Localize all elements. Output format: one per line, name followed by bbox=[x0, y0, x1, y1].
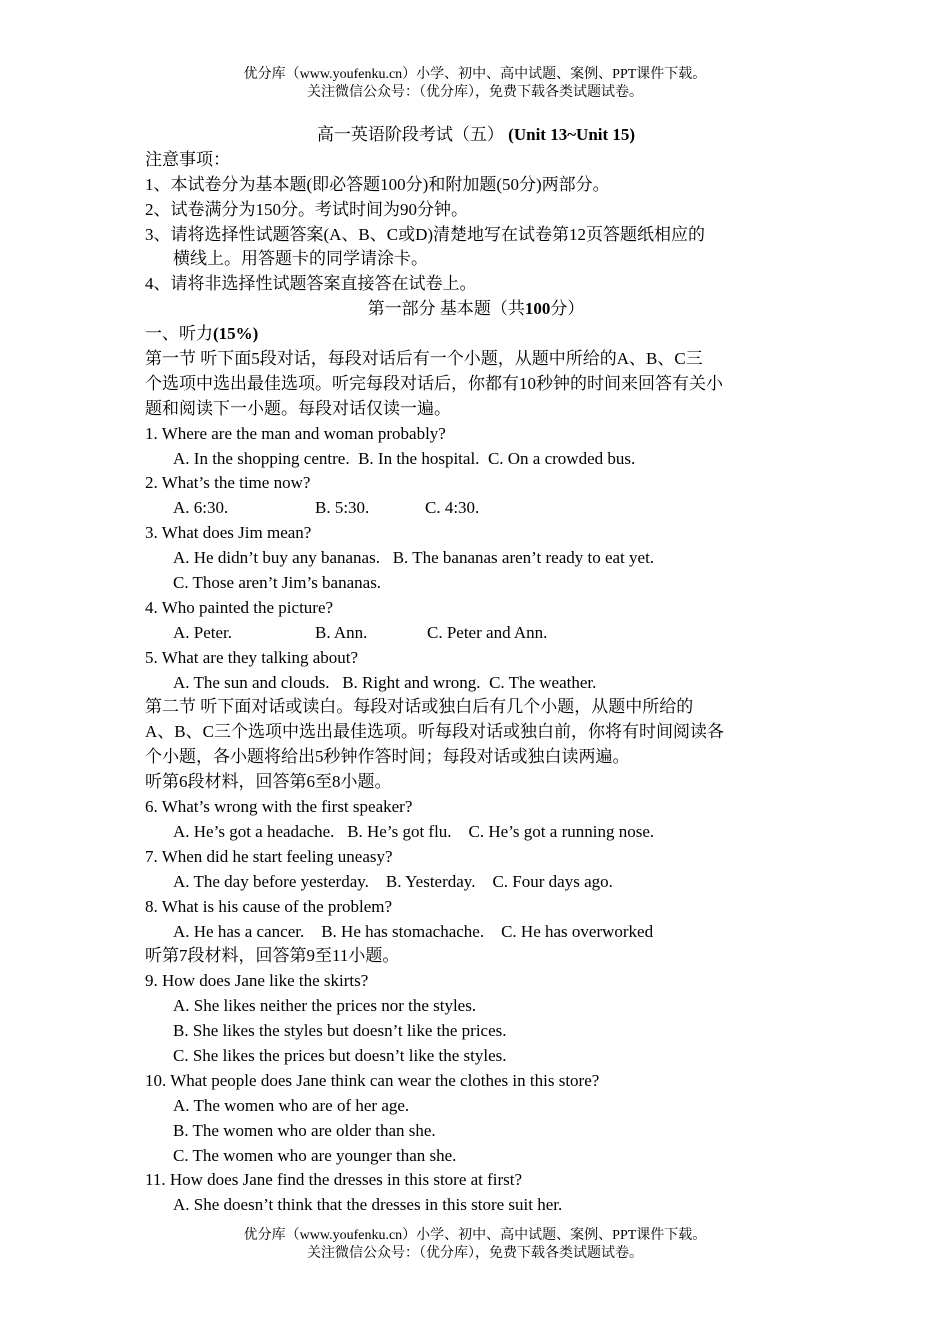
question-9-stem: 9. How does Jane like the skirts? bbox=[145, 971, 369, 991]
section1-line-2: 个选项中选出最佳选项。听完每段对话后，你都有10秒钟的时间来回答有关小 bbox=[145, 373, 723, 393]
segment-6-instruction: 听第6段材料，回答第6至8小题。 bbox=[145, 772, 392, 792]
exam-title bbox=[145, 123, 807, 148]
notice-heading: 注意事项： bbox=[145, 149, 230, 169]
question-8-option-b: B. He has stomachache. bbox=[321, 921, 485, 941]
question-8-option-c: C. He has overworked bbox=[501, 921, 654, 941]
question-8-stem: 8. What is his cause of the problem? bbox=[145, 896, 393, 916]
question-3-options-ab bbox=[145, 546, 807, 571]
question-8-options bbox=[145, 920, 807, 945]
question-1-option-b: B. In the hospital. bbox=[358, 448, 480, 468]
footer-line-1: 优分库（www.youfenku.cn）小学、初中、高中试题、案例、PPT课件下载。 bbox=[243, 1228, 707, 1243]
question-5-option-c: C. The weather. bbox=[489, 672, 597, 692]
notice-item-3: 3、请将选择性试题答案(A、B、C或D)清楚地写在试卷第12页答题纸相应的 bbox=[145, 224, 706, 244]
question-5-options bbox=[145, 671, 807, 696]
question-6-option-a: A. He’s got a headache. bbox=[173, 821, 335, 841]
question-6-options bbox=[145, 820, 807, 845]
question-9-option-b: B. She likes the styles but doesn’t like the prices. bbox=[173, 1021, 507, 1041]
section2-line-3: 个小题，各小题将给出5秒钟作答时间；每段对话或独白读两遍。 bbox=[145, 747, 630, 767]
question-6-option-b: B. He’s got flu. bbox=[347, 821, 452, 841]
question-5-option-b: B. Right and wrong. bbox=[342, 672, 481, 692]
question-11-option-a: A. She doesn’t think that the dresses in this store suit her. bbox=[173, 1195, 563, 1215]
question-5-option-a: A. The sun and clouds. bbox=[173, 672, 330, 692]
exam-title-en: (Unit 13~Unit 15) bbox=[508, 125, 636, 144]
section2-line-2: A、B、C三个选项中选出最佳选项。听每段对话或独白前，你将有时间阅读各 bbox=[145, 722, 724, 742]
notice-item-4: 4、请将非选择性试题答案直接答在试卷上。 bbox=[145, 274, 477, 294]
notice-item-1: 1、本试卷分为基本题(即必答题100分)和附加题(50分)两部分。 bbox=[145, 174, 610, 194]
question-3-option-b: B. The bananas aren’t ready to eat yet. bbox=[392, 548, 655, 568]
header-line-1: 优分库（www.youfenku.cn）小学、初中、高中试题、案例、PPT课件下载。 bbox=[243, 67, 707, 82]
question-6-stem: 6. What’s wrong with the first speaker? bbox=[145, 797, 413, 817]
exam-title-cn: 高一英语阶段考试（五） bbox=[316, 125, 504, 144]
question-7-stem: 7. When did he start feeling uneasy? bbox=[145, 846, 393, 866]
question-6-option-c: C. He’s got a running nose. bbox=[468, 821, 655, 841]
question-2-options bbox=[145, 496, 807, 521]
page-footer bbox=[0, 1227, 950, 1263]
question-3-option-c: C. Those aren’t Jim’s bananas. bbox=[173, 573, 382, 593]
question-9-option-a: A. She likes neither the prices nor the styles. bbox=[173, 996, 477, 1016]
question-3-option-a: A. He didn’t buy any bananas. bbox=[173, 548, 380, 568]
question-7-options bbox=[145, 870, 807, 895]
notice-item-2: 2、试卷满分为150分。考试时间为90分钟。 bbox=[145, 199, 468, 219]
question-4-option-b: B. Ann. bbox=[315, 622, 368, 642]
question-1-option-a: A. In the shopping centre. bbox=[173, 448, 350, 468]
question-1-options bbox=[145, 447, 807, 472]
question-7-option-c: C. Four days ago. bbox=[492, 871, 613, 891]
question-1-stem: 1. Where are the man and woman probably? bbox=[145, 423, 446, 443]
notice-item-3-cont: 横线上。用答题卡的同学请涂卡。 bbox=[173, 249, 428, 269]
question-2-option-b: B. 5:30. bbox=[315, 498, 370, 518]
question-10-option-c: C. The women who are younger than she. bbox=[173, 1145, 457, 1165]
question-9-option-c: C. She likes the prices but doesn’t like the styles. bbox=[173, 1045, 507, 1065]
listening-heading-pre: 一、听力 bbox=[145, 324, 213, 344]
part1-heading bbox=[145, 297, 807, 322]
part1-score: 100 bbox=[524, 299, 551, 319]
question-2-option-a: A. 6:30. bbox=[173, 498, 229, 518]
question-4-stem: 4. Who painted the picture? bbox=[145, 597, 334, 617]
question-5-stem: 5. What are they talking about? bbox=[145, 647, 359, 667]
question-10-option-a: A. The women who are of her age. bbox=[173, 1095, 410, 1115]
question-4-option-a: A. Peter. bbox=[173, 622, 233, 642]
segment-7-instruction: 听第7段材料，回答第9至11小题。 bbox=[145, 946, 400, 966]
section1-line-1: 第一节 听下面5段对话，每段对话后有一个小题，从题中所给的A、B、C三 bbox=[145, 349, 703, 369]
footer-line-2: 关注微信公众号：（优分库），免费下载各类试题试卷。 bbox=[307, 1246, 643, 1261]
part1-heading-post: 分） bbox=[550, 299, 585, 319]
question-7-option-a: A. The day before yesterday. bbox=[173, 871, 369, 891]
listening-heading bbox=[145, 322, 807, 347]
question-8-option-a: A. He has a cancer. bbox=[173, 921, 305, 941]
exam-content bbox=[145, 123, 807, 1218]
section1-line-3: 题和阅读下一小题。每段对话仅读一遍。 bbox=[145, 398, 451, 418]
question-10-option-b: B. The women who are older than she. bbox=[173, 1120, 436, 1140]
question-4-options bbox=[145, 621, 807, 646]
header-line-2: 关注微信公众号：（优分库），免费下载各类试题试卷。 bbox=[307, 85, 643, 100]
question-11-stem: 11. How does Jane find the dresses in this store at first? bbox=[145, 1170, 523, 1190]
question-4-option-c: C. Peter and Ann. bbox=[427, 622, 548, 642]
part1-heading-pre: 第一部分 基本题（共 bbox=[367, 299, 525, 319]
listening-score: (15%) bbox=[213, 324, 259, 344]
question-1-option-c: C. On a crowded bus. bbox=[487, 448, 636, 468]
question-3-stem: 3. What does Jim mean? bbox=[145, 523, 312, 543]
question-7-option-b: B. Yesterday. bbox=[385, 871, 476, 891]
section2-line-1: 第二节 听下面对话或读白。每段对话或独白后有几个小题，从题中所给的 bbox=[145, 697, 694, 717]
question-10-stem: 10. What people does Jane think can wear the clothes in this store? bbox=[145, 1070, 600, 1090]
question-2-stem: 2. What’s the time now? bbox=[145, 473, 311, 493]
page-header bbox=[0, 66, 950, 102]
question-2-option-c: C. 4:30. bbox=[425, 498, 480, 518]
